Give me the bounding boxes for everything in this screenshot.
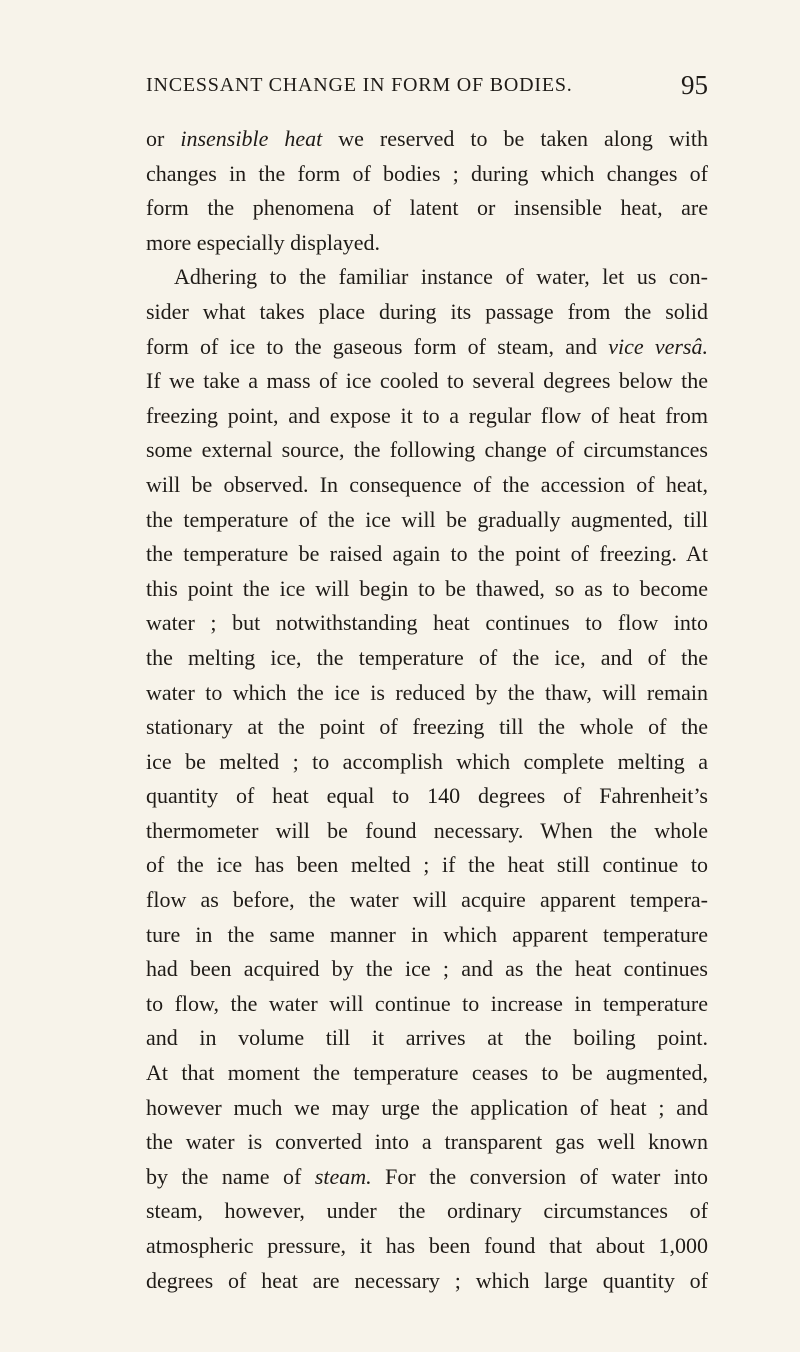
running-head <box>146 70 708 106</box>
page-number: 95 <box>681 70 708 100</box>
text-line: water to which the ice is reduced by the thaw, will remain <box>146 679 708 705</box>
text-line: flow as before, the water will acquire apparent tempera- <box>146 887 708 913</box>
text-line: this point the ice will begin to be thawed, so as to become <box>146 575 708 601</box>
italic-phrase: insensible heat <box>180 126 323 151</box>
text-line: had been acquired by the ice ; and as the heat continues <box>146 956 708 982</box>
text-line: form of ice to the gaseous form of steam, and vice versâ. <box>146 333 708 359</box>
text-line: sider what takes place during its passage from the solid <box>146 298 708 324</box>
text-line: more especially displayed. <box>146 229 380 255</box>
text-line: steam, however, under the ordinary circumstances of <box>146 1198 708 1224</box>
text-line: freezing point, and expose it to a regular flow of heat from <box>146 402 708 428</box>
text-line: the melting ice, the temperature of the ice, and of the <box>146 644 708 670</box>
text-line: If we take a mass of ice cooled to several degrees below the <box>146 368 708 394</box>
body-text <box>146 122 708 1298</box>
text-line: some external source, the following change of circumstances <box>146 437 708 463</box>
text-line: and in volume till it arrives at the boiling point. <box>146 1025 708 1051</box>
italic-phrase: vice versâ. <box>608 333 708 359</box>
running-title: INCESSANT CHANGE IN FORM OF BODIES. <box>146 74 573 96</box>
text-line: or insensible heat we reserved to be taken along with <box>146 126 708 151</box>
paragraph-start-line: Adhering to the familiar instance of water, let us con- <box>174 264 708 290</box>
text-line: changes in the form of bodies ; during which changes of <box>146 160 708 186</box>
text-line: the temperature of the ice will be gradually augmented, till <box>146 506 708 532</box>
text-line: quantity of heat equal to 140 degrees of Fahrenheit’s <box>146 783 708 809</box>
text-line: stationary at the point of freezing till the whole of the <box>146 714 708 740</box>
text-line: degrees of heat are necessary ; which large quantity of <box>146 1267 708 1293</box>
text-line: water ; but notwithstanding heat continues to flow into <box>146 610 708 636</box>
text-line: of the ice has been melted ; if the heat still continue to <box>146 852 708 878</box>
italic-phrase: steam. <box>314 1163 372 1189</box>
text-line: to flow, the water will continue to increase in temperature <box>146 990 708 1016</box>
text-line: ture in the same manner in which apparent temperature <box>146 921 708 947</box>
text-line: At that moment the temperature ceases to be augmented, <box>146 1060 708 1086</box>
text-line: the water is converted into a transparent gas well known <box>146 1129 708 1155</box>
text-line: the temperature be raised again to the point of freezing. At <box>146 541 708 567</box>
text-line: thermometer will be found necessary. When the whole <box>146 817 708 843</box>
text-line: form the phenomena of latent or insensible heat, are <box>146 195 708 221</box>
text-line: by the name of steam. For the conversion of water into <box>146 1163 708 1189</box>
text-line: will be observed. In consequence of the accession of heat, <box>146 471 708 497</box>
text-line: atmospheric pressure, it has been found that about 1,000 <box>146 1233 708 1258</box>
text-line: however much we may urge the application of heat ; and <box>146 1094 708 1120</box>
text-line: ice be melted ; to accomplish which complete melting a <box>146 748 708 774</box>
